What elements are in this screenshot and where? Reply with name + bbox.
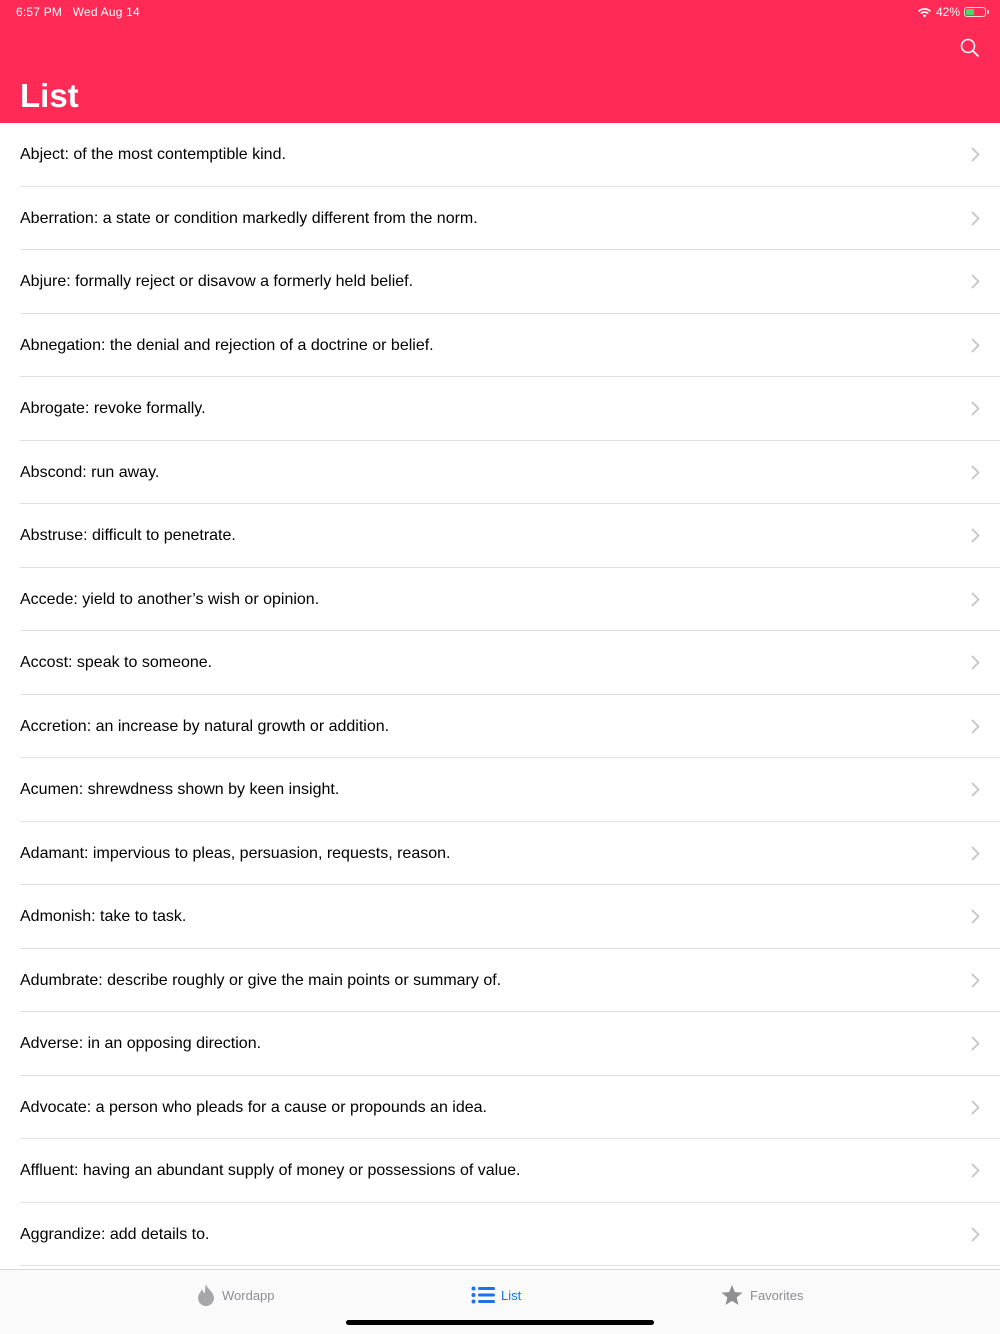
list-item-label: Advocate: a person who pleads for a cause or propounds an idea.: [20, 1098, 487, 1116]
chevron-right-icon: [971, 528, 980, 543]
chevron-right-icon: [971, 655, 980, 670]
status-date: Wed Aug 14: [72, 5, 140, 19]
list-item[interactable]: [0, 504, 1000, 568]
search-button[interactable]: [958, 36, 982, 60]
chevron-right-icon: [971, 1227, 980, 1242]
chevron-right-icon: [971, 401, 980, 416]
status-bar-right: [917, 4, 986, 20]
list-item-label: Abjure: formally reject or disavow a formerly held belief.: [20, 273, 414, 290]
chevron-right-icon: [971, 846, 980, 861]
chevron-right-icon: [971, 465, 980, 480]
list-item[interactable]: [0, 822, 1000, 886]
wifi-icon: [917, 7, 932, 18]
list-item-label: Accretion: an increase by natural growth or addition.: [20, 717, 390, 735]
list-item[interactable]: [0, 1076, 1000, 1140]
list-item[interactable]: [0, 250, 1000, 314]
list-item[interactable]: [0, 568, 1000, 632]
tab-favorites-label: Favorites: [750, 1287, 804, 1303]
chevron-right-icon: [971, 274, 980, 289]
list-item[interactable]: [0, 631, 1000, 695]
list-item-label: Aberration: a state or condition markedly different from the norm.: [20, 209, 478, 227]
list-item-label: Aggrandize: add details to.: [20, 1225, 210, 1243]
navigation-header: [0, 0, 1000, 123]
list-item[interactable]: [0, 187, 1000, 251]
star-icon: [720, 1284, 744, 1307]
row-separator: [20, 1265, 1000, 1266]
word-list: [0, 123, 1000, 1269]
chevron-right-icon: [971, 1036, 980, 1051]
tab-favorites[interactable]: [720, 1282, 803, 1308]
page-title: List: [20, 77, 79, 114]
status-time: 6:57 PM: [16, 5, 63, 19]
battery-charging-icon: [964, 7, 986, 17]
list-icon: [471, 1286, 495, 1304]
list-item-label: Abnegation: the denial and rejection of a doctrine or belief.: [20, 336, 434, 354]
tab-list-label: List: [501, 1287, 522, 1303]
list-item-label: Abstruse: difficult to penetrate.: [20, 527, 236, 544]
list-item-label: Abrogate: revoke formally.: [20, 400, 206, 417]
list-item[interactable]: [0, 758, 1000, 822]
chevron-right-icon: [971, 592, 980, 607]
list-item[interactable]: [0, 123, 1000, 187]
list-item[interactable]: [0, 1203, 1000, 1267]
list-item-label: Affluent: having an abundant supply of money or possessions of value.: [20, 1162, 521, 1179]
list-item-label: Abscond: run away.: [20, 463, 160, 481]
list-item[interactable]: [0, 314, 1000, 378]
list-item[interactable]: [0, 949, 1000, 1013]
status-bar-time: [16, 5, 140, 19]
chevron-right-icon: [971, 147, 980, 162]
tab-wordapp[interactable]: [196, 1282, 275, 1308]
chevron-right-icon: [971, 1100, 980, 1115]
battery-percent: 42%: [935, 5, 960, 19]
list-item-label: Adverse: in an opposing direction.: [20, 1035, 262, 1052]
chevron-right-icon: [971, 338, 980, 353]
list-item-label: Admonish: take to task.: [20, 908, 187, 925]
list-item[interactable]: [0, 377, 1000, 441]
tab-list[interactable]: [471, 1282, 521, 1308]
flame-icon: [196, 1283, 216, 1307]
chevron-right-icon: [971, 782, 980, 797]
list-item-label: Adumbrate: describe roughly or give the main points or summary of.: [20, 971, 502, 989]
chevron-right-icon: [971, 719, 980, 734]
list-item-label: Accede: yield to another’s wish or opinion.: [20, 590, 320, 608]
search-icon: [958, 36, 982, 60]
list-item-label: Accost: speak to someone.: [20, 654, 213, 671]
chevron-right-icon: [971, 973, 980, 988]
list-item[interactable]: [0, 1139, 1000, 1203]
tab-wordapp-label: Wordapp: [222, 1287, 275, 1303]
list-item[interactable]: [0, 885, 1000, 949]
list-item-label: Abject: of the most contemptible kind.: [20, 146, 286, 163]
chevron-right-icon: [971, 211, 980, 226]
chevron-right-icon: [971, 1163, 980, 1178]
home-indicator: [346, 1320, 654, 1325]
list-item-label: Adamant: impervious to pleas, persuasion, requests, reason.: [20, 844, 451, 862]
list-item[interactable]: [0, 695, 1000, 759]
list-item[interactable]: [0, 1012, 1000, 1076]
chevron-right-icon: [971, 909, 980, 924]
list-item-label: Acumen: shrewdness shown by keen insight.: [20, 781, 340, 798]
list-item[interactable]: [0, 441, 1000, 505]
